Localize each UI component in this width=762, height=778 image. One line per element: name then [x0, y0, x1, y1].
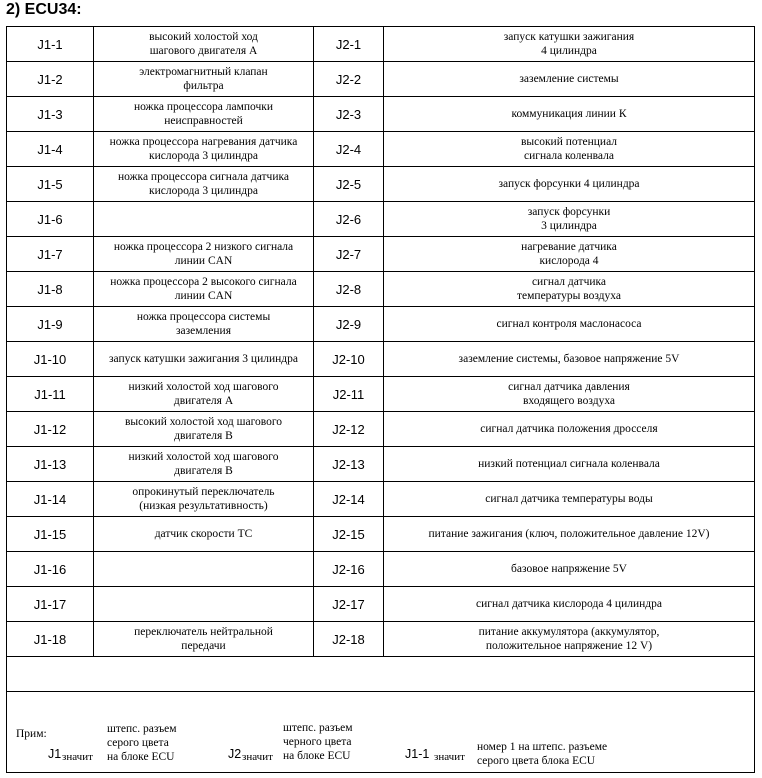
right-pin-cell: [314, 447, 384, 482]
right-desc-cell: [384, 62, 755, 97]
right-desc-cell: [384, 167, 755, 202]
table-row: [7, 412, 755, 447]
left-desc-text: ножка процессора нагревания датчика кислорода 3 цилиндра: [109, 136, 298, 162]
table-row: [7, 517, 755, 552]
note-j1-1-desc: номер 1 на штепс. разъеме серого цвета блока ECU: [477, 741, 608, 767]
note-j1-means: значит: [62, 751, 93, 763]
right-desc-text: низкий потенциал сигнала коленвала: [478, 458, 660, 470]
left-desc-cell: [94, 27, 314, 62]
left-pin-cell: [7, 482, 94, 517]
table-row: [7, 27, 755, 62]
left-desc-cell: [94, 377, 314, 412]
left-desc-text: переключатель нейтральной передачи: [134, 626, 273, 652]
left-pin-text: J1-14: [33, 491, 67, 507]
table-row: [7, 552, 755, 587]
right-pin-text: J2-12: [332, 421, 365, 437]
right-pin-cell: [314, 97, 384, 132]
right-desc-text: заземление системы, базовое напряжение 5V: [458, 353, 680, 365]
left-pin-text: J1-11: [34, 386, 66, 402]
right-desc-text: питание зажигания (ключ, положительное давление 12V): [428, 528, 710, 540]
right-pin-cell: [314, 587, 384, 622]
table-row: [7, 132, 755, 167]
right-pin-cell: [314, 62, 384, 97]
right-desc-cell: [384, 272, 755, 307]
table-row: [7, 587, 755, 622]
left-pin-cell: [7, 132, 94, 167]
right-pin-text: J2-2: [335, 71, 362, 87]
note-j1-desc: штепс. разъем серого цвета на блоке ECU: [107, 723, 177, 763]
left-pin-cell: [7, 377, 94, 412]
right-pin-text: J2-4: [335, 141, 362, 157]
right-pin-text: J2-3: [335, 106, 362, 122]
left-pin-text: J1-13: [33, 456, 67, 472]
note-j2-desc: штепс. разъем черного цвета на блоке ECU: [283, 722, 353, 762]
right-desc-text: нагревание датчика кислорода 4: [521, 241, 617, 267]
note-j1-1-code: J1-1: [405, 747, 430, 761]
pin-table: [6, 26, 755, 692]
right-pin-cell: [314, 167, 384, 202]
left-pin-cell: [7, 447, 94, 482]
right-desc-text: сигнал датчика температуры воды: [485, 493, 653, 505]
left-desc-cell: [94, 552, 314, 587]
left-desc-text: низкий холостой ход шагового двигателя В: [128, 451, 279, 477]
right-desc-cell: [384, 132, 755, 167]
left-desc-text: датчик скорости ТС: [154, 528, 253, 540]
left-desc-cell: [94, 587, 314, 622]
right-pin-text: J2-1: [335, 36, 362, 52]
left-pin-cell: [7, 27, 94, 62]
right-desc-text: запуск катушки зажигания 4 цилиндра: [503, 31, 635, 57]
note-j1-1-means: значит: [434, 751, 465, 763]
right-pin-text: J2-7: [335, 246, 362, 262]
left-desc-text: ножка процессора системы заземления: [136, 311, 271, 337]
right-pin-cell: [314, 622, 384, 657]
left-pin-text: J1-2: [37, 71, 63, 87]
page-title: 2) ECU34:: [6, 1, 82, 18]
left-desc-cell: [94, 62, 314, 97]
left-pin-cell: [7, 62, 94, 97]
right-pin-text: J2-11: [332, 386, 365, 402]
right-pin-text: J2-5: [335, 176, 362, 192]
table-row: [7, 62, 755, 97]
right-pin-cell: [314, 412, 384, 447]
right-pin-text: J2-13: [332, 456, 365, 472]
right-pin-cell: [314, 482, 384, 517]
right-pin-cell: [314, 237, 384, 272]
left-pin-text: J1-7: [37, 246, 63, 262]
right-desc-cell: [384, 412, 755, 447]
right-desc-cell: [384, 342, 755, 377]
right-desc-cell: [384, 482, 755, 517]
right-pin-text: J2-14: [332, 491, 365, 507]
pin-table-body: [7, 27, 755, 657]
left-desc-cell: [94, 167, 314, 202]
left-desc-text: ножка процессора лампочки неисправностей: [133, 101, 274, 127]
right-desc-text: сигнал контроля маслонасоса: [496, 318, 642, 330]
left-desc-cell: [94, 132, 314, 167]
left-pin-cell: [7, 587, 94, 622]
table-row: [7, 342, 755, 377]
left-pin-cell: [7, 552, 94, 587]
empty-row: [7, 657, 755, 692]
left-desc-cell: [94, 307, 314, 342]
left-desc-text: высокий холостой ход шагового двигателя А: [149, 31, 258, 57]
right-desc-text: коммуникация линии К: [511, 108, 627, 120]
left-desc-text: ножка процессора 2 высокого сигнала линии CAN: [110, 276, 297, 302]
right-pin-text: J2-9: [335, 316, 362, 332]
right-desc-text: базовое напряжение 5V: [511, 563, 627, 575]
left-desc-text: ножка процессора 2 низкого сигнала линии CAN: [113, 241, 294, 267]
table-row: [7, 447, 755, 482]
right-desc-cell: [384, 517, 755, 552]
left-desc-text: запуск катушки зажигания 3 цилиндра: [108, 353, 298, 365]
left-desc-cell: [94, 447, 314, 482]
right-desc-text: заземление системы: [519, 73, 619, 85]
left-pin-cell: [7, 167, 94, 202]
left-pin-cell: [7, 622, 94, 657]
left-desc-text: низкий холостой ход шагового двигателя А: [128, 381, 279, 407]
right-desc-cell: [384, 447, 755, 482]
left-desc-text: опрокинутый переключатель (низкая результативность): [132, 486, 275, 512]
left-pin-cell: [7, 412, 94, 447]
left-desc-cell: [94, 272, 314, 307]
right-desc-text: сигнал датчика положения дросселя: [480, 423, 658, 435]
right-pin-cell: [314, 202, 384, 237]
table-row: [7, 202, 755, 237]
right-pin-cell: [314, 342, 384, 377]
right-pin-text: J2-16: [332, 561, 365, 577]
right-desc-text: сигнал датчика кислорода 4 цилиндра: [476, 598, 662, 610]
table-row: [7, 622, 755, 657]
right-pin-text: J2-8: [335, 281, 362, 297]
right-desc-text: высокий потенциал сигнала коленвала: [520, 136, 618, 162]
table-row: [7, 377, 755, 412]
left-pin-text: J1-5: [37, 176, 63, 192]
right-desc-text: запуск форсунки 3 цилиндра: [527, 206, 611, 232]
left-desc-cell: [94, 482, 314, 517]
right-pin-cell: [314, 307, 384, 342]
right-desc-cell: [384, 307, 755, 342]
right-pin-cell: [314, 27, 384, 62]
left-pin-text: J1-10: [33, 351, 67, 367]
left-pin-text: J1-6: [37, 211, 63, 227]
right-pin-cell: [314, 272, 384, 307]
left-desc-cell: [94, 622, 314, 657]
right-pin-cell: [314, 132, 384, 167]
left-desc-text: электромагнитный клапан фильтра: [139, 66, 268, 92]
left-pin-cell: [7, 342, 94, 377]
left-desc-cell: [94, 342, 314, 377]
left-pin-cell: [7, 307, 94, 342]
left-pin-text: J1-3: [37, 106, 63, 122]
note-label: Прим:: [16, 728, 47, 740]
right-desc-cell: [384, 27, 755, 62]
right-desc-cell: [384, 587, 755, 622]
right-pin-cell: [314, 517, 384, 552]
left-pin-text: J1-18: [33, 631, 67, 647]
right-desc-text: питание аккумулятора (аккумулятор, положительное напряжение 12 V): [478, 626, 660, 652]
right-desc-cell: [384, 237, 755, 272]
left-pin-text: J1-17: [33, 596, 67, 612]
table-row: [7, 237, 755, 272]
left-pin-text: J1-1: [37, 36, 63, 52]
left-desc-cell: [94, 97, 314, 132]
right-pin-text: J2-15: [332, 526, 365, 542]
note-j2-code: J2: [228, 747, 242, 761]
left-desc-cell: [94, 202, 314, 237]
left-pin-text: J1-12: [33, 421, 67, 437]
table-row: [7, 97, 755, 132]
left-desc-cell: [94, 237, 314, 272]
right-pin-text: J2-18: [332, 631, 365, 647]
right-pin-text: J2-10: [332, 351, 365, 367]
left-pin-text: J1-4: [37, 141, 63, 157]
right-desc-cell: [384, 202, 755, 237]
left-desc-text: высокий холостой ход шагового двигателя В: [124, 416, 283, 442]
left-pin-text: J1-9: [37, 316, 63, 332]
left-pin-cell: [7, 97, 94, 132]
left-desc-text: ножка процессора сигнала датчика кислорода 3 цилиндра: [117, 171, 290, 197]
left-desc-cell: [94, 517, 314, 552]
right-desc-text: сигнал датчика температуры воздуха: [517, 276, 621, 302]
right-pin-text: J2-6: [335, 211, 362, 227]
right-desc-text: запуск форсунки 4 цилиндра: [498, 178, 640, 190]
left-desc-cell: [94, 412, 314, 447]
table-row: [7, 482, 755, 517]
left-pin-text: J1-16: [33, 561, 67, 577]
note-j2-means: значит: [242, 751, 273, 763]
right-desc-cell: [384, 552, 755, 587]
right-desc-cell: [384, 97, 755, 132]
right-pin-text: J2-17: [332, 596, 365, 612]
table-row: [7, 272, 755, 307]
right-pin-cell: [314, 552, 384, 587]
left-pin-text: J1-15: [33, 526, 67, 542]
right-desc-text: сигнал датчика давления входящего воздуха: [508, 381, 630, 407]
left-pin-cell: [7, 517, 94, 552]
left-pin-cell: [7, 237, 94, 272]
left-pin-cell: [7, 202, 94, 237]
table-row: [7, 307, 755, 342]
right-pin-cell: [314, 377, 384, 412]
note-j1-code: J1: [48, 747, 62, 761]
left-pin-text: J1-8: [37, 281, 63, 297]
right-desc-cell: [384, 377, 755, 412]
left-pin-cell: [7, 272, 94, 307]
right-desc-cell: [384, 622, 755, 657]
table-row: [7, 167, 755, 202]
